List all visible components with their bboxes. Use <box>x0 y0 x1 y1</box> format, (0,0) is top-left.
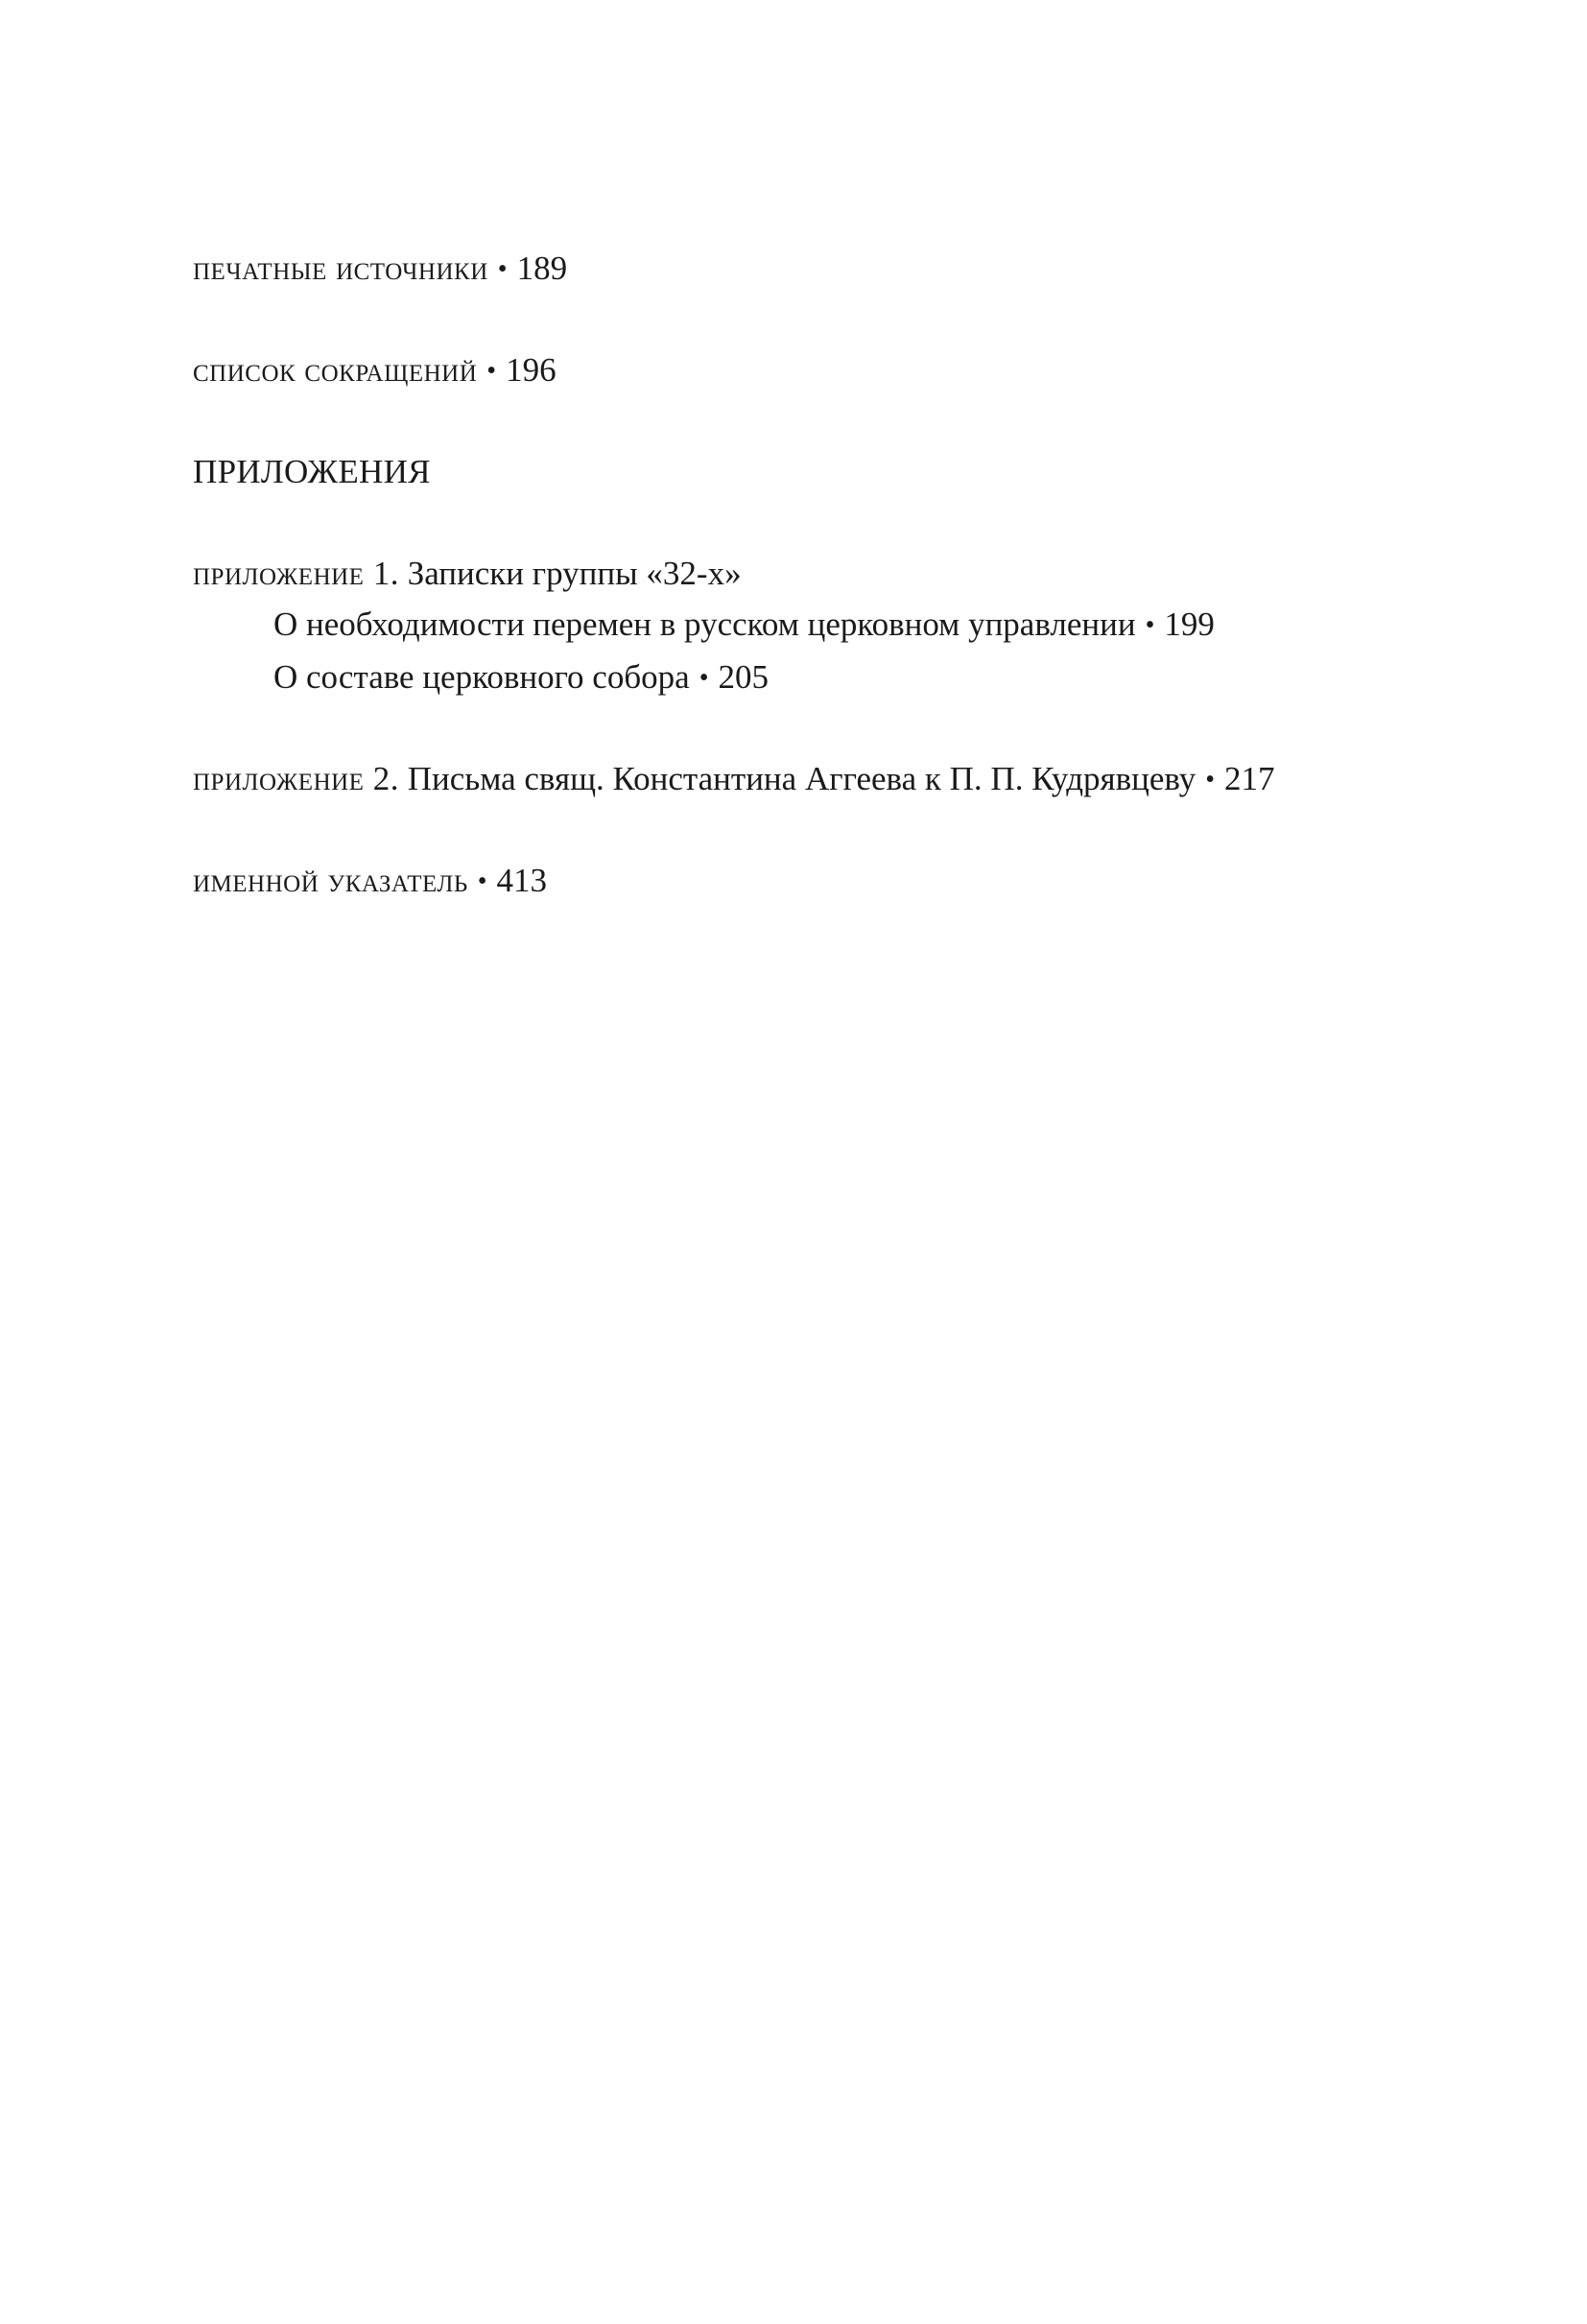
appendix-title: Письма свящ. Константина Аггеева к П. П. Кудрявцеву <box>407 760 1196 797</box>
appendix-prefix: приложение 2. <box>193 760 399 797</box>
page-number: 199 <box>1164 605 1215 643</box>
page-number: 196 <box>506 351 557 389</box>
page-number: 205 <box>718 658 770 696</box>
toc-entry-appendix-2 <box>193 758 1275 803</box>
appendix-prefix: приложение 1. <box>193 555 399 592</box>
bullet-separator: • <box>486 356 497 386</box>
subentry-title: О необходимости перемен в русском церковном управлении <box>273 605 1136 643</box>
subentry-title: О составе церковного собора <box>273 658 690 696</box>
toc-subentry-church-governance <box>273 604 1215 649</box>
page-number: 217 <box>1224 760 1275 797</box>
toc-entry-printed-sources <box>193 248 567 293</box>
bullet-separator: • <box>699 663 709 693</box>
section-heading-appendices: ПРИЛОЖЕНИЯ <box>193 453 431 490</box>
page-number: 413 <box>496 862 548 899</box>
entry-label: печатные источники <box>193 249 488 287</box>
entry-label: именной указатель <box>193 862 468 899</box>
toc-entry-appendix-1 <box>193 553 742 595</box>
bullet-separator: • <box>1145 610 1155 640</box>
toc-entry-abbreviations <box>193 349 557 394</box>
toc-entry-name-index <box>193 860 547 905</box>
page-number: 189 <box>516 249 568 287</box>
appendix-title: Записки группы «32-х» <box>407 555 742 592</box>
bullet-separator: • <box>497 254 508 284</box>
toc-subentry-church-council <box>273 656 769 701</box>
bullet-separator: • <box>1205 765 1216 794</box>
bullet-separator: • <box>477 866 487 896</box>
entry-label: список сокращений <box>193 351 478 389</box>
